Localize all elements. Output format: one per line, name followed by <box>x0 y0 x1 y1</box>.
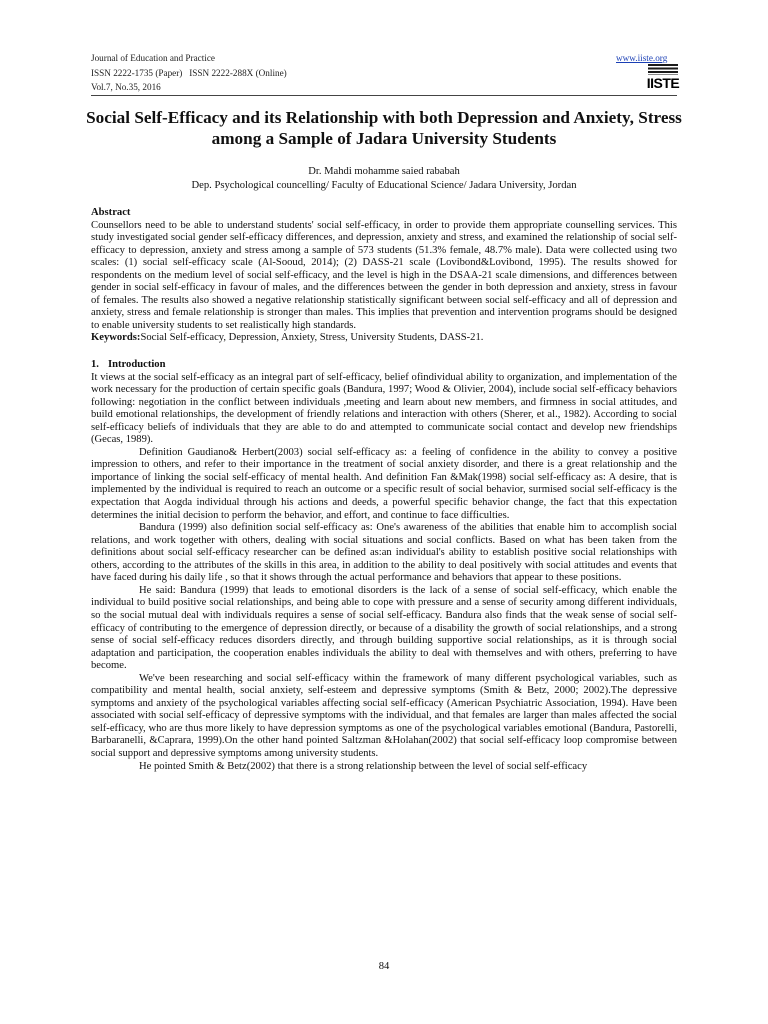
section-number: 1. <box>91 359 99 371</box>
intro-paragraph: He said: Bandura (1999) that leads to emotional disorders is the lack of a sense of social self-efficacy, which enable the individual to build positive social relationships, and being able to cope with pressure and a sense of security among different individuals, so the social mutual deal with individuals requires a sense of social self-efficacy. Bandura also finds that the weak sense of social self-efficacy of contributing to the emergence of depression directly, or because of a disability the growth of social relationships, and a strong sense of social self-efficacy reduces disorders directly, and through building supportive social relationships, as it is through social adaptation and participation, the cooperation enables individuals the ability to deal with themselves and with others, preferring to have become. <box>91 584 677 672</box>
logo-text: IISTE <box>646 75 680 91</box>
keywords-label: Keywords: <box>91 332 141 344</box>
intro-paragraph: It views at the social self-efficacy as an integral part of self-efficacy, belief ofindividual ability to organization, and implementation of the work necessary for the production of certain specific goals (Bandura, 1997; Wood & Olivier, 2004), include social self-efficacy behaviors following: negotiation in the conflict between individuals ,meeting and learn about new members, and firmness in social attitudes, and build emotional relationships, the development of friendly relations and interaction with others (Sherer, et al., 1982). According to social self-efficacy beliefs of individuals that they are able to do and attempted to communicate social contact and develop new friendships (Gecas, 1989). <box>91 371 677 446</box>
author-name: Dr. Mahdi mohamme saied rababah <box>308 166 460 177</box>
website-link[interactable]: www.iiste.org <box>616 53 668 63</box>
section-heading-introduction <box>91 359 677 372</box>
journal-name: Journal of Education and Practice <box>91 53 215 63</box>
section-title: Introduction <box>108 359 166 371</box>
issn-line: ISSN 2222-1735 (Paper) ISSN 2222-288X (Online) <box>91 67 287 78</box>
keywords-line <box>91 332 677 345</box>
intro-paragraph: Definition Gaudiano& Herbert(2003) social self-efficacy as: a feeling of confidence in the ability to convey a positive impression to others, and refer to their importance in the treatment of social anxiety disorder, and there is a great relationship and the importance of linking the social self-efficacy of mental health. And definition Fan &Mak(1998) social self-efficacy as: A desire, that is implemented by the individual is required to reach an outcome or a specific result of social behavior, surmised social self-efficacy is the expectation that Aogda individual through his actions and deeds, a powerful specific behavior change, the fact that this expectation determines the initial decision to perform the behavior, and effort, and continue to face difficulties. <box>91 446 677 521</box>
iiste-logo <box>646 64 680 94</box>
volume-line: Vol.7, No.35, 2016 <box>91 82 161 92</box>
abstract-text: Counsellors need to be able to understand students' social self-efficacy, in order to provide them appropriate counselling services. This study investigated social gender self-efficacy differences, and depression, anxiety and stress, and examined the relationship of social self-efficacy to depression, anxiety and stress among a sample of 573 students (51.3% female, 48.7% male). Data were collected using two scales: (1) social self-efficacy scale (Al-Sooud, 2014); (2) DASS-21 scale (Lovibond&Lovibond, 1995). The results showed for respondents on the medium level of social self-efficacy, and the level is high in the DSAA-21 scale dimensions, and differences between gender in social self-efficacy in favour of males, and the differences between the gender in both depression and anxiety, stress in favour of females. The results also showed a negative relationship statistically significant between social self-efficacy and all of depression and anxiety, stress and female relationship is stronger than males. This implies that prevention and intervention programs should be designed to enable university students to set realistically high standards. <box>91 219 677 331</box>
journal-header <box>91 51 287 95</box>
intro-paragraph: He pointed Smith & Betz(2002) that there is a strong relationship between the level of social self-efficacy <box>139 760 588 772</box>
author-affiliation: Dep. Psychological councelling/ Faculty of Educational Science/ Jadara University, Jordan <box>191 180 577 191</box>
logo-stripes <box>648 64 678 75</box>
page-number: 84 <box>378 961 390 972</box>
abstract-heading: Abstract <box>91 207 131 218</box>
intro-paragraph: Bandura (1999) also definition social self-efficacy as: One's awareness of the abilities that enable him to accomplish social relations, and work together with others, dealing with social situations and social conflicts. Based on what has been taken from the definitions about social self-efficacy researcher can be defined as:an individual's ability to establish positive social relationships with others, according to the attributes of the skills in this area, in addition to the ability to deal positively with social attitudes and events that have faced during his daily life , so that it shows through the actual performance and behaviors that appear to these positions. <box>91 522 677 584</box>
intro-paragraph: We've been researching and social self-efficacy within the framework of many different psychological variables, such as compatibility and mental health, social anxiety, self-esteem and depressive symptoms (Smith & Betz, 2000; 2002).The depressive symptoms and anxiety of the psychological variables affecting social self-efficacy (American Psychiatric Association, 1994). Have been associated with social self-efficacy of depressive symptoms with the individual, and that females are larger than males affected the social self-efficacy, who are thus more likely to have depression symptoms as one of the psychological variables emotional (Bandura, Pastorelli, Barbaranelli, &Caprara, 1999).On the other hand pointed Saltzman &Holahan(2002) that social self-efficacy loop compromise between social support and depressive symptoms among university students. <box>91 672 677 759</box>
paper-title: Social Self-Efficacy and its Relationship with both Depression and Anxiety, Stress among a Sample of Jadara University Students <box>86 108 682 148</box>
keywords-text: Social Self-efficacy, Depression, Anxiety, Stress, University Students, DASS-21. <box>140 332 484 344</box>
article-body <box>91 207 677 773</box>
header-rule <box>91 95 677 96</box>
